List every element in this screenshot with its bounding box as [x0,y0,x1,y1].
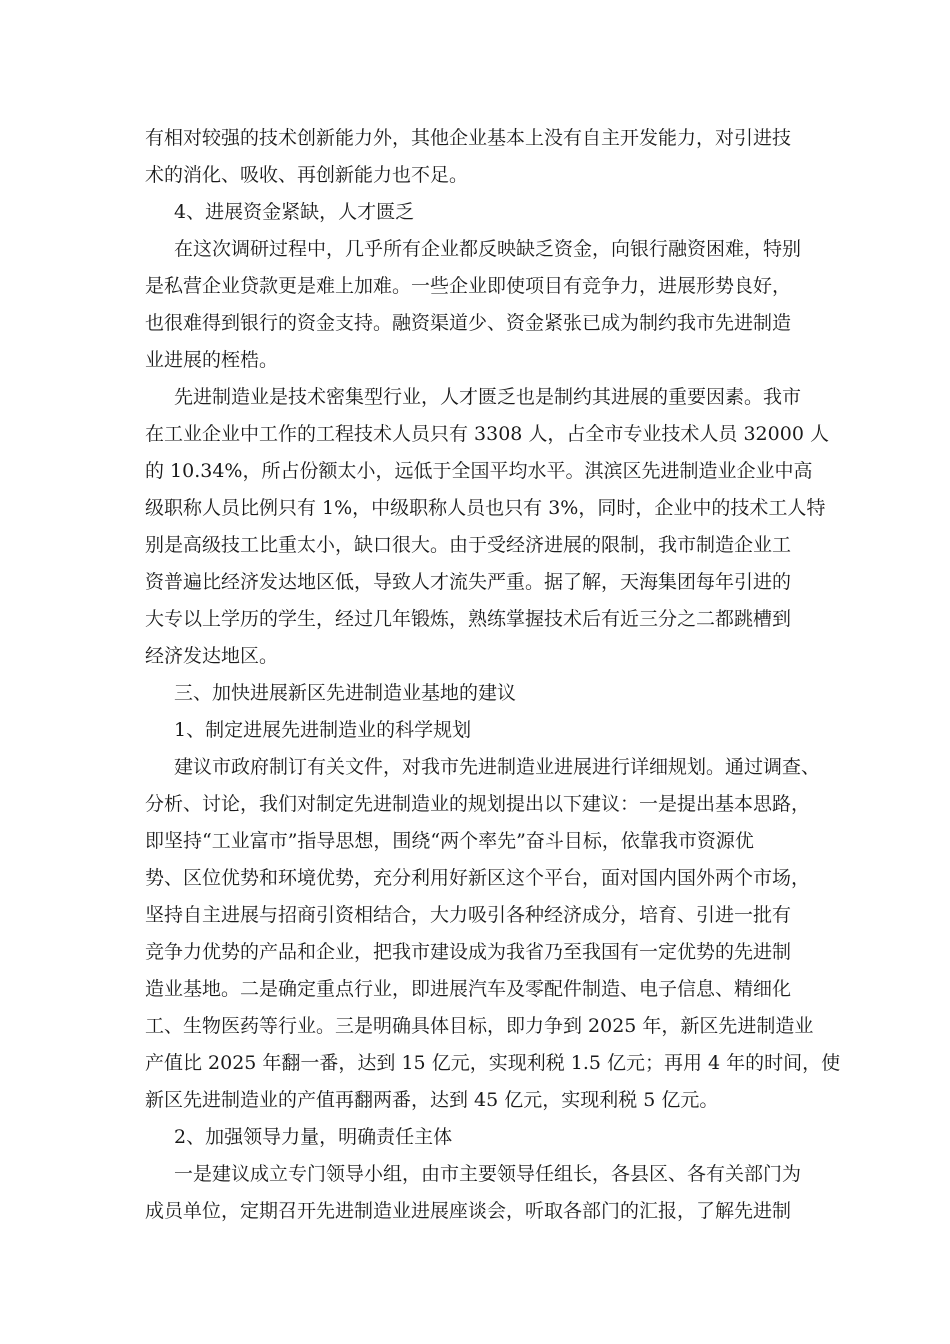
text-line: 产值比 2025 年翻一番，达到 15 亿元，实现利税 1.5 亿元；再用 4 年的时间，使 [145,1052,841,1074]
text-line: 4、进展资金紧缺，人才匮乏 [174,201,415,223]
text-line: 别是高级技工比重太小，缺口很大。由于受经济进展的限制，我市制造企业工 [145,534,792,556]
text-line: 成员单位，定期召开先进制造业进展座谈会，听取各部门的汇报，了解先进制 [145,1200,792,1222]
text-line: 有相对较强的技术创新能力外，其他企业基本上没有自主开发能力，对引进技 [145,127,792,149]
text-line: 势、区位优势和环境优势，充分利用好新区这个平台，面对国内国外两个市场， [145,867,811,889]
text-line: 也很难得到银行的资金支持。融资渠道少、资金紧张已成为制约我市先进制造 [145,312,792,334]
text-line: 在工业企业中工作的工程技术人员只有 3308 人，占全市专业技术人员 32000 人 [145,423,829,445]
text-line: 建议市政府制订有关文件，对我市先进制造业进展进行详细规划。通过调查、 [174,756,821,778]
text-line: 大专以上学历的学生，经过几年锻炼，熟练掌握技术后有近三分之二都跳槽到 [145,608,792,630]
text-line: 业进展的桎梏。 [145,349,279,371]
text-line: 在这次调研过程中，几乎所有企业都反映缺乏资金，向银行融资困难，特别 [174,238,802,260]
text-line: 术的消化、吸收、再创新能力也不足。 [145,164,469,186]
text-line: 分析、讨论，我们对制定先进制造业的规划提出以下建议：一是提出基本思路， [145,793,811,815]
text-line: 工、生物医药等行业。三是明确具体目标，即力争到 2025 年，新区先进制造业 [145,1015,814,1037]
text-line: 三、加快进展新区先进制造业基地的建议 [174,682,517,704]
text-line: 经济发达地区。 [145,645,279,667]
text-line: 1、制定进展先进制造业的科学规划 [174,719,472,741]
text-line: 坚持自主进展与招商引资相结合，大力吸引各种经济成分，培育、引进一批有 [145,904,792,926]
text-line: 即坚持“工业富市”指导思想，围绕“两个率先”奋斗目标，依靠我市资源优 [145,830,754,852]
text-line: 新区先进制造业的产值再翻两番，达到 45 亿元，实现利税 5 亿元。 [145,1089,719,1111]
text-line: 2、加强领导力量，明确责任主体 [174,1126,453,1148]
text-line: 一是建议成立专门领导小组，由市主要领导任组长，各县区、各有关部门为 [174,1163,802,1185]
text-line: 是私营企业贷款更是难上加难。一些企业即使项目有竞争力，进展形势良好， [145,275,792,297]
text-line: 竞争力优势的产品和企业，把我市建设成为我省乃至我国有一定优势的先进制 [145,941,792,963]
document-body [145,120,841,1230]
text-line: 资普遍比经济发达地区低，导致人才流失严重。据了解，天海集团每年引进的 [145,571,792,593]
text-line: 造业基地。二是确定重点行业，即进展汽车及零配件制造、电子信息、精细化 [145,978,792,1000]
text-line: 先进制造业是技术密集型行业，人才匮乏也是制约其进展的重要因素。我市 [174,386,802,408]
text-line: 的 10.34%，所占份额太小，远低于全国平均水平。淇滨区先进制造业企业中高 [145,460,813,482]
text-line: 级职称人员比例只有 1%，中级职称人员也只有 3%，同时，企业中的技术工人特 [145,497,826,519]
